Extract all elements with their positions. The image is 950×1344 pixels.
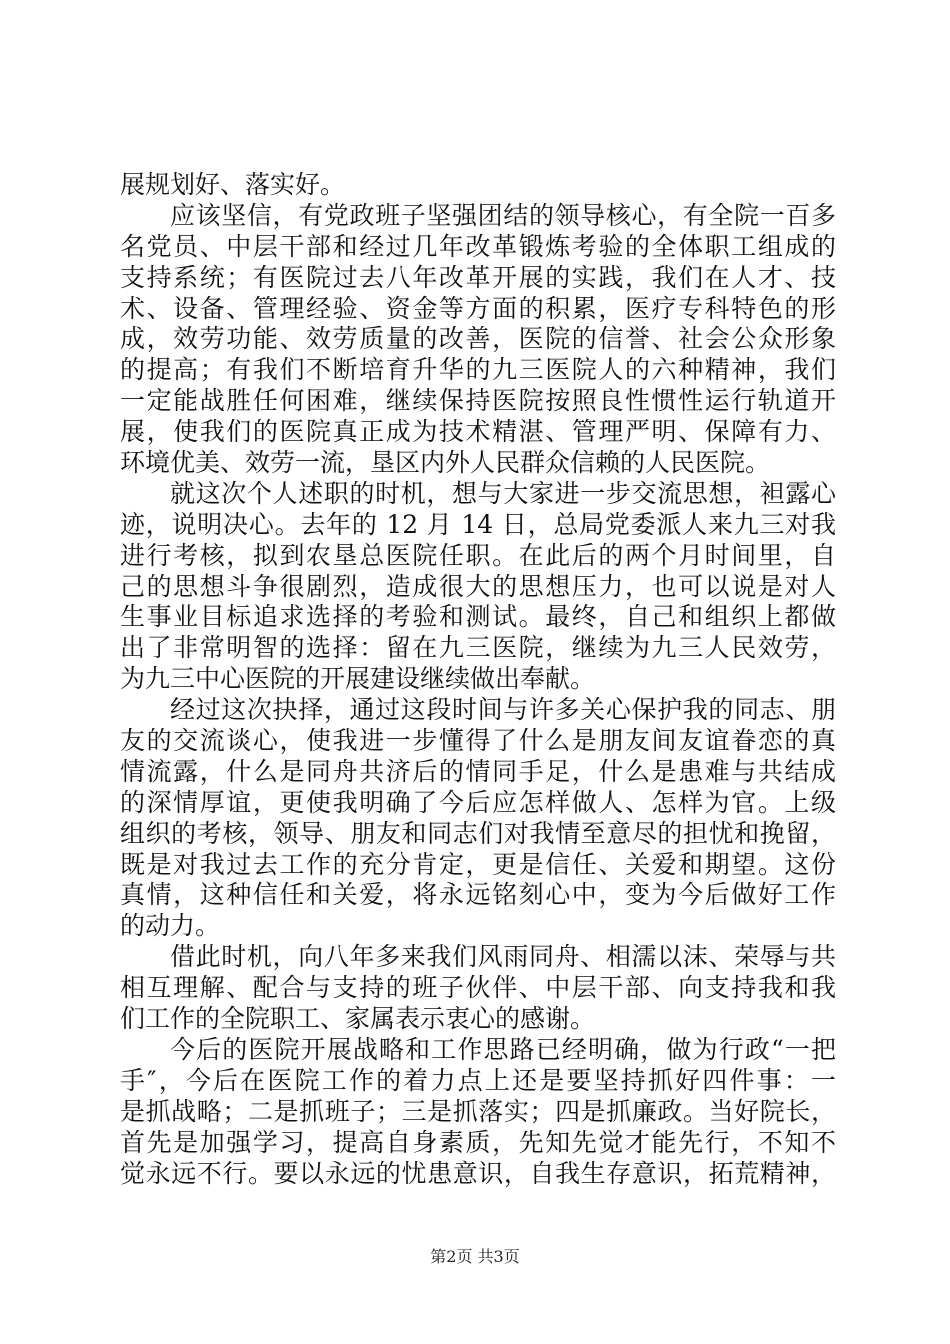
paragraph-line: 展，使我们的医院真正成为技术精湛、管理严明、保障有力、 [120,417,836,447]
paragraph-line: 情流露，什么是同舟共济后的情同手足，什么是患难与共结成 [120,756,836,786]
paragraph-line: 相互理解、配合与支持的班子伙伴、中层干部、向支持我和我 [120,973,836,1003]
paragraph-line: 进行考核，拟到农垦总医院任职。在此后的两个月时间里，自 [120,540,836,570]
paragraph-line: 既是对我过去工作的充分肯定，更是信任、关爱和期望。这份 [120,849,836,879]
paragraph-first-line: 今后的医院开展战略和工作思路已经明确，做为行政“一把 [170,1034,836,1064]
paragraph-line: 的深情厚谊，更使我明确了今后应怎样做人、怎样为官。上级 [120,787,836,817]
paragraph-line: 己的思想斗争很剧烈，造成很大的思想压力，也可以说是对人 [120,571,836,601]
paragraph-line: 展规划好、落实好。 [120,170,346,199]
paragraph-line: 首先是加强学习，提高自身素质，先知先觉才能先行，不知不 [120,1127,836,1157]
paragraph-line: 迹，说明决心。去年的 12 月 14 日，总局党委派人来九三对我 [120,509,836,539]
paragraph-line: 名党员、中层干部和经过几年改革锻炼考验的全体职工组成的 [120,231,836,261]
paragraph-line: 成，效劳功能、效劳质量的改善，医院的信誉、社会公众形象 [120,324,836,354]
paragraph-first-line: 借此时机，向八年多来我们风雨同舟、相濡以沫、荣辱与共 [170,942,836,972]
paragraph-line: 生事业目标追求选择的考验和测试。最终，自己和组织上都做 [120,602,836,632]
paragraph-line: 的提高；有我们不断培育升华的九三医院人的六种精神，我们 [120,355,836,385]
page-number-footer: 第2页 共3页 [430,1247,520,1266]
paragraph-first-line: 就这次个人述职的时机，想与大家进一步交流思想，袒露心 [170,478,836,508]
paragraph-line: 觉永远不行。要以永远的忧患意识，自我生存意识，拓荒精神， [120,1158,836,1188]
paragraph-line: 为九三中心医院的开展建设继续做出奉献。 [120,664,596,694]
paragraph-line: 支持系统；有医院过去八年改革开展的实践，我们在人才、技 [120,262,836,292]
paragraph-line: 们工作的全院职工、家属表示衷心的感谢。 [120,1004,596,1034]
paragraph-first-line: 应该坚信，有党政班子坚强团结的领导核心，有全院一百多 [170,200,836,230]
paragraph-line: 出了非常明智的选择：留在九三医院，继续为九三人民效劳， [120,633,836,663]
paragraph-first-line: 经过这次抉择，通过这段时间与许多关心保护我的同志、朋 [170,695,836,725]
paragraph-line: 术、设备、管理经验、资金等方面的积累，医疗专科特色的形 [120,293,836,323]
paragraph-line: 是抓战略；二是抓班子；三是抓落实；四是抓廉政。当好院长， [120,1096,836,1126]
paragraph-line: 环境优美、效劳一流，垦区内外人民群众信赖的人民医院。 [120,448,771,478]
paragraph-line: 组织的考核，领导、朋友和同志们对我情至意尽的担忧和挽留， [120,818,836,848]
paragraph-line: 手″，今后在医院工作的着力点上还是要坚持抓好四件事：一 [120,1065,836,1095]
paragraph-line: 友的交流谈心，使我进一步懂得了什么是朋友间友谊眷恋的真 [120,726,836,756]
document-body [120,170,836,1189]
paragraph-line: 一定能战胜任何困难，继续保持医院按照良性惯性运行轨道开 [120,386,836,416]
paragraph-line: 真情，这种信任和关爱，将永远铭刻心中，变为今后做好工作 [120,880,836,910]
paragraph-line: 的动力。 [120,911,221,941]
